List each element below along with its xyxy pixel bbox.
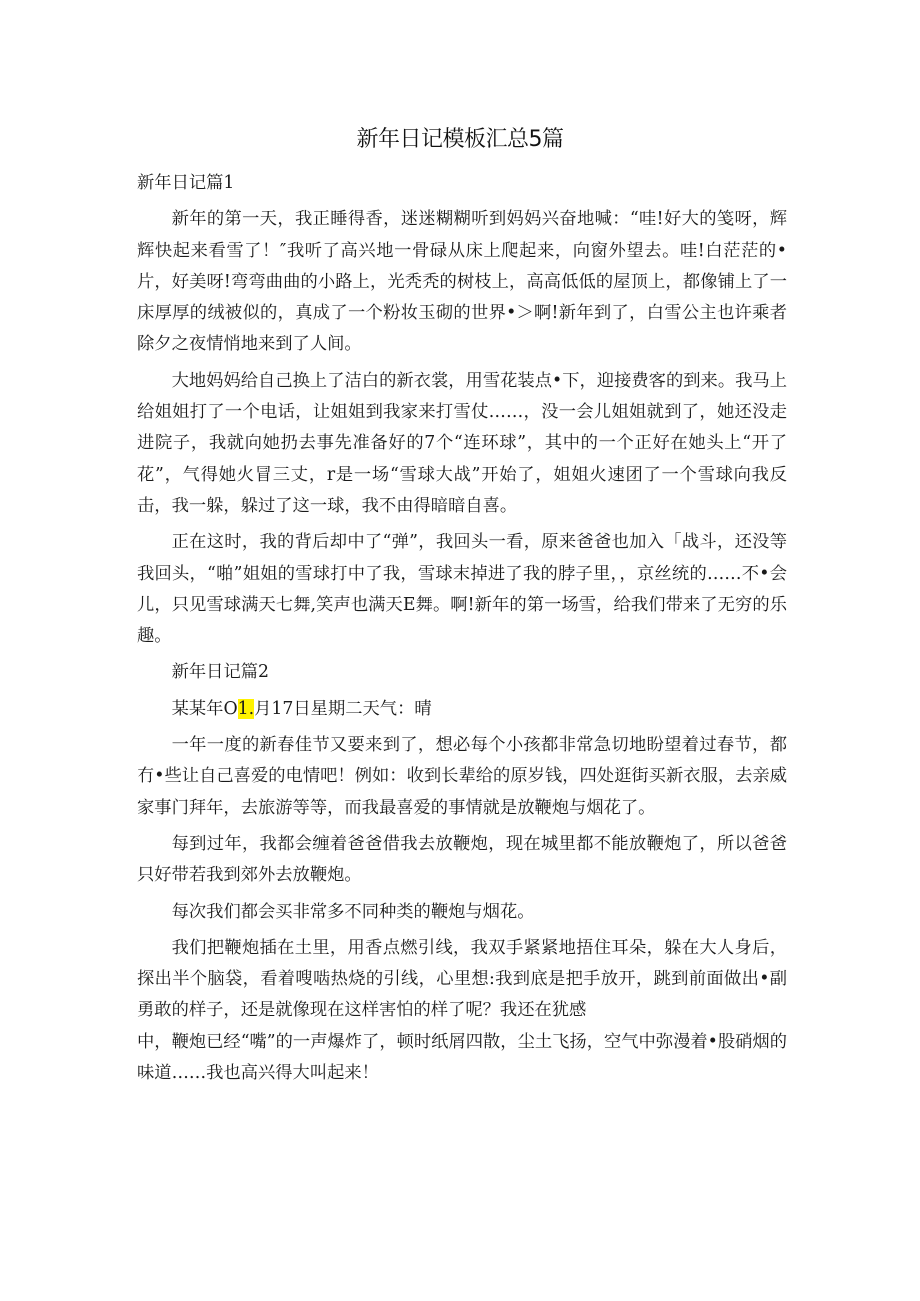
date-prefix: 某某年O (171, 698, 238, 719)
section-1-paragraph-3: 正在这时，我的背后却中了“弹”，我回头一看，原来爸爸也加入「战斗，还没等我回头，“啪”姐姐的雪球打中了我，雪球末掉进了我的脖子里，，京丝统的……不•会儿，只见雪球满天七舞,笑声也满天E舞。啊!新年的第一场雪，给我们带来了无穷的乐趣。 (137, 532, 787, 647)
highlighted-text: 1. (237, 698, 255, 719)
section-2-paragraph-3: 每次我们都会买非常多不同种类的鞭炮与烟花。 (171, 901, 535, 922)
section-2-continuation: 中，鞭炮已经“嘴”的一声爆炸了，顿时纸屑四散，尘土飞扬，空气中弥漫着•股硝烟的味道……我也高兴得大叫起来！ (137, 1031, 787, 1084)
section-2-paragraph-4: 我们把鞭炮插在土里，用香点燃引线，我双手紧紧地捂住耳朵，躲在大人身后，探出半个脑袋，看着嗖啮热烧的引线，心里想:我到底是把手放开，跳到前面做出•副勇敢的样子，还是就像现在这样害怕的样了呢？我还在犹感 (137, 937, 787, 1021)
document-body (137, 168, 787, 1094)
date-suffix: 月17日星期二天气：晴 (254, 698, 432, 719)
section-2-paragraph-2: 每到过年，我都会缠着爸爸借我去放鞭炮，现在城里都不能放鞭炮了，所以爸爸只好带若我到郊外去放鞭炮。 (137, 833, 787, 886)
section-2-date-line (137, 694, 787, 725)
section-1-paragraph-2: 大地妈妈给自己换上了洁白的新衣裳，用雪花装点•下，迎接费客的到来。我马上给姐姐打了一个电话，让姐姐到我家来打雪仗……，没一会儿姐姐就到了，她还没走进院子，我就向她扔去事先准备好的7个“连环球”，其中的一个正好在她头上“开了花”，气得她火冒三丈，r是一场“雪球大战”开始了，姐姐火速团了一个雪球向我反击，我一躲，躲过了这一球，我不由得暗暗自喜。 (137, 370, 787, 516)
section-1-heading: 新年日记篇1 (137, 173, 235, 193)
section-1-paragraph-1: 新年的第一天，我正睡得香，迷迷糊糊听到妈妈兴奋地喊：“哇!好大的笺呀，辉辉快起来看雪了！″我听了高兴地一骨碌从床上爬起来，向窗外望去。哇!白茫茫的•片，好美呀!弯弯曲曲的小路上，光秃秃的树枝上，高高低低的屋顶上，都像铺上了一床厚厚的绒被似的，真成了一个粉妆玉砌的世界•＞啊!新年到了，白雪公主也许乘者除夕之夜情悄地来到了人间。 (137, 209, 787, 355)
document-title: 新年日记模板汇总5篇 (356, 127, 564, 152)
section-2-paragraph-1: 一年一度的新春佳节又要来到了，想必每个小孩都非常急切地盼望着过春节，都冇•些让自己喜爱的电情吧！例如：收到长辈给的原岁钱，四处逛街买新衣服，去亲威家事门拜年，去旅游等等，而我最喜爱的事情就是放鞭炮与烟花了。 (137, 735, 787, 818)
section-2-heading: 新年日记篇2 (171, 662, 269, 683)
